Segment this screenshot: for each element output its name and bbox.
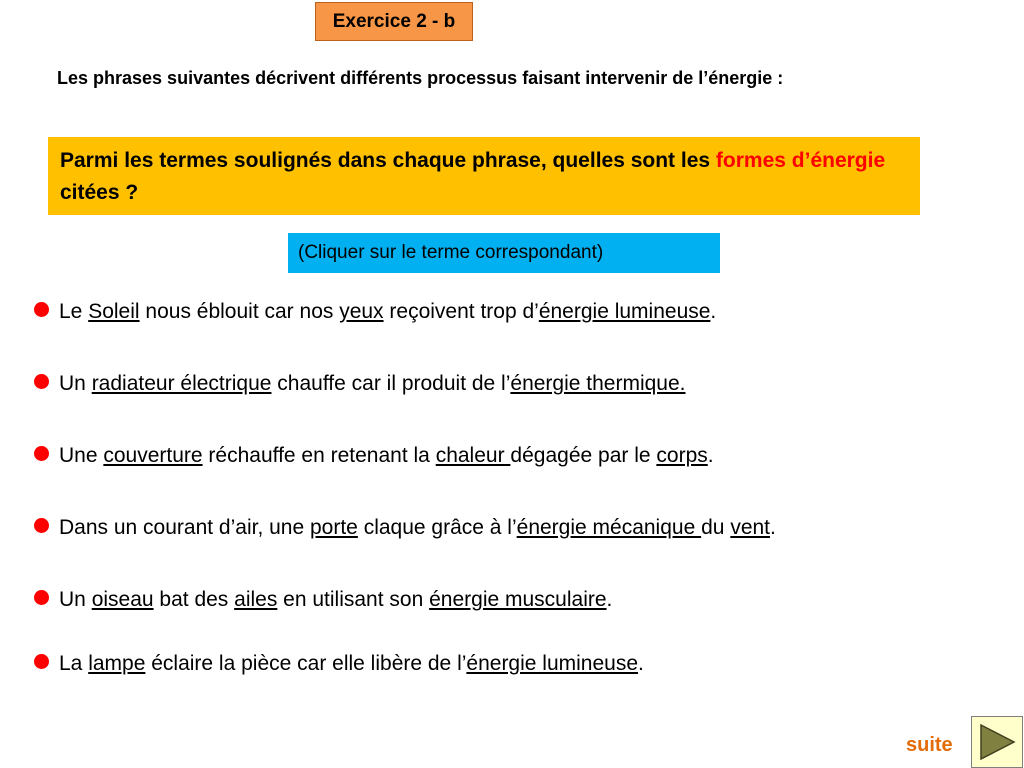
sentence-text: bat des — [153, 588, 235, 611]
next-button[interactable] — [971, 716, 1023, 768]
question-part1: Parmi les termes soulignés dans chaque phrase, quelles sont les — [60, 149, 716, 172]
sentence-4 — [34, 514, 776, 542]
sentence-text: . — [606, 588, 613, 611]
term-ailes[interactable]: ailes — [234, 588, 278, 611]
hint-box: (Cliquer sur le terme correspondant) — [288, 233, 720, 273]
sentence-text: claque grâce à l’ — [357, 516, 517, 539]
exercise-title: Exercice 2 - b — [315, 2, 473, 41]
sentence-text: réchauffe en retenant la — [202, 444, 436, 467]
sentence-6 — [34, 650, 644, 678]
intro-text: Les phrases suivantes décrivent différents processus faisant intervenir de l’énergie : — [57, 68, 784, 88]
term-porte[interactable]: porte — [310, 516, 358, 539]
term-couverture[interactable]: couverture — [103, 444, 203, 467]
bullet-icon — [34, 654, 49, 669]
bullet-icon — [34, 518, 49, 533]
term-energie-lumineuse-2[interactable]: énergie lumineuse — [466, 652, 639, 675]
bullet-icon — [34, 302, 49, 317]
sentence-text: . — [707, 444, 714, 467]
term-vent[interactable]: vent — [730, 516, 771, 539]
sentence-text: nous éblouit car nos — [139, 300, 340, 323]
sentence-text: chauffe car il produit de l’ — [271, 372, 511, 395]
bullet-icon — [34, 590, 49, 605]
sentence-text: Dans un courant d’air, une — [59, 516, 310, 539]
sentence-text: en utilisant son — [277, 588, 430, 611]
term-oiseau[interactable]: oiseau — [91, 588, 154, 611]
sentence-text: du — [701, 516, 731, 539]
term-corps[interactable]: corps — [656, 444, 708, 467]
sentence-3 — [34, 442, 714, 470]
term-energie-musculaire[interactable]: énergie musculaire — [429, 588, 607, 611]
sentence-text: Le — [59, 300, 89, 323]
suite-link[interactable]: suite — [906, 734, 953, 756]
sentence-text: . — [710, 300, 717, 323]
play-arrow-icon — [977, 722, 1017, 762]
term-lampe[interactable]: lampe — [88, 652, 146, 675]
sentence-text: . — [770, 516, 776, 539]
sentence-1 — [34, 298, 716, 326]
sentence-text: dégagée par le — [510, 444, 657, 467]
sentence-5 — [34, 586, 612, 614]
sentence-text: Un — [59, 372, 92, 395]
term-radiateur-electrique[interactable]: radiateur électrique — [91, 372, 272, 395]
term-soleil[interactable]: Soleil — [88, 300, 140, 323]
bullet-icon — [34, 374, 49, 389]
term-energie-thermique[interactable]: énergie thermique. — [510, 372, 686, 395]
sentence-text: éclaire la pièce car elle libère de l’ — [145, 652, 467, 675]
question-part2: citées ? — [60, 181, 139, 204]
question-box — [48, 137, 920, 215]
term-energie-mecanique[interactable]: énergie mécanique — [516, 516, 702, 539]
sentence-text: . — [638, 652, 644, 675]
sentence-text: Un — [59, 588, 92, 611]
term-energie-lumineuse[interactable]: énergie lumineuse — [538, 300, 711, 323]
question-highlight: formes d’énergie — [715, 149, 886, 172]
term-yeux[interactable]: yeux — [339, 300, 384, 323]
sentence-text: reçoivent trop d’ — [383, 300, 539, 323]
term-chaleur[interactable]: chaleur — [435, 444, 511, 467]
sentence-text: La — [59, 652, 89, 675]
sentence-text: Une — [59, 444, 104, 467]
sentence-2 — [34, 370, 686, 398]
bullet-icon — [34, 446, 49, 461]
